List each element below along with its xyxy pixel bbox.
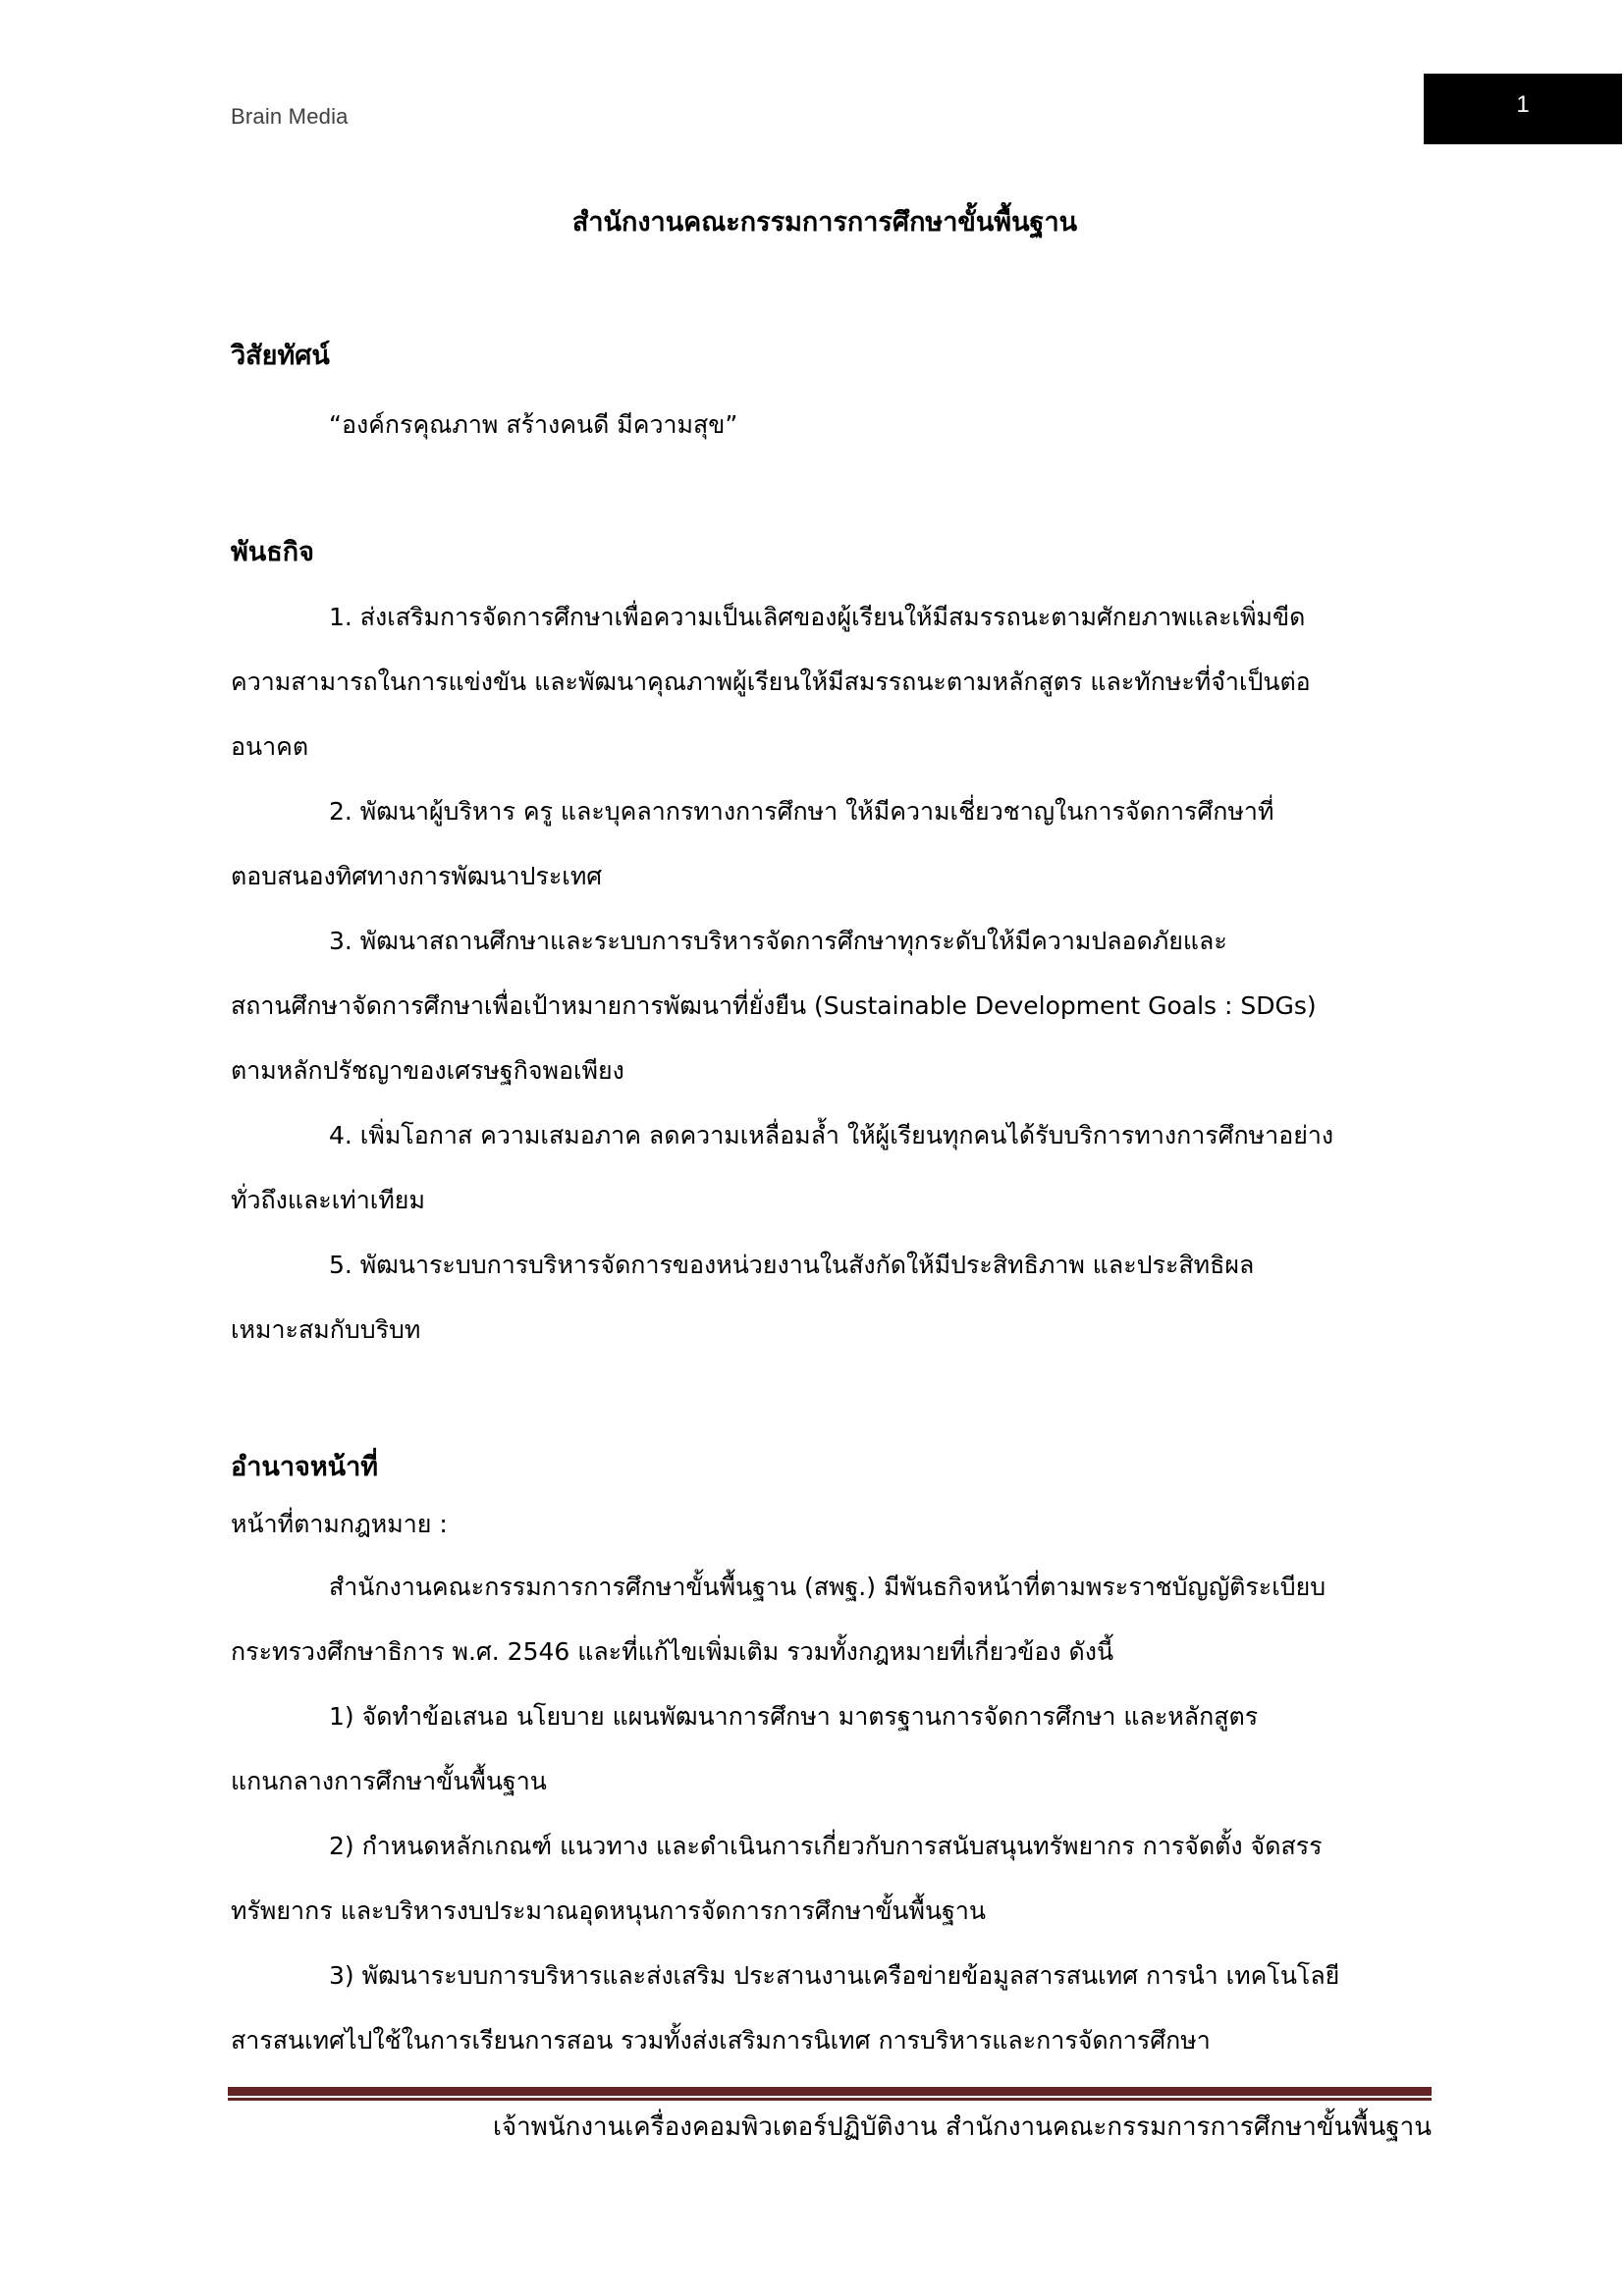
footer-text: เจ้าพนักงานเครื่องคอมพิวเตอร์ปฏิบัติงาน สำนักงานคณะกรรมการการศึกษาขั้นพื้นฐาน [492, 2112, 1432, 2142]
vision-text: “องค์กรคุณภาพ สร้างคนดี มีความสุข” [329, 410, 738, 439]
footer-rule-thick [228, 2087, 1432, 2096]
mission-heading: พันธกิจ [231, 537, 314, 567]
page-number-badge [1424, 74, 1622, 144]
duty-item-3-line-2: สารสนเทศไปใช้ในการเรียนการสอน รวมทั้งส่งเสริมการนิเทศ การบริหารและการจัดการศึกษา [231, 2026, 1211, 2055]
mission-item-1-line-1: 1. ส่งเสริมการจัดการศึกษาเพื่อความเป็นเลิศของผู้เรียนให้มีสมรรถนะตามศักยภาพและเพิ่มขีด [329, 603, 1306, 631]
mission-item-4-line-2: ทั่วถึงและเท่าเทียม [231, 1186, 425, 1214]
vision-heading: วิสัยทัศน์ [231, 341, 330, 371]
mission-item-5-line-2: เหมาะสมกับบริบท [231, 1315, 421, 1344]
mission-item-4-line-1: 4. เพิ่มโอกาส ความเสมอภาค ลดความเหลื่อมล้ำ ให้ผู้เรียนทุกคนได้รับบริการทางการศึกษาอย่าง [329, 1121, 1334, 1149]
duties-heading: อำนาจหน้าที่ [231, 1452, 379, 1482]
mission-item-3-line-1: 3. พัฒนาสถานศึกษาและระบบการบริหารจัดการศึกษาทุกระดับให้มีความปลอดภัยและ [329, 927, 1227, 955]
duty-item-3-line-1: 3) พัฒนาระบบการบริหารและส่งเสริม ประสานงานเครือข่ายข้อมูลสารสนเทศ การนำ เทคโนโลยี [329, 1961, 1340, 1990]
mission-item-3-line-2: สถานศึกษาจัดการศึกษาเพื่อเป้าหมายการพัฒนาที่ยั่งยืน (Sustainable Development Goals : SDGs) [231, 991, 1317, 1020]
document-title: สำนักงานคณะกรรมการการศึกษาขั้นพื้นฐาน [571, 207, 1078, 238]
mission-item-5-line-1: 5. พัฒนาระบบการบริหารจัดการของหน่วยงานในสังกัดให้มีประสิทธิภาพ และประสิทธิผล [329, 1251, 1255, 1279]
mission-item-3-line-3: ตามหลักปรัชญาของเศรษฐกิจพอเพียง [231, 1056, 624, 1085]
mission-item-1-line-2: ความสามารถในการแข่งขัน และพัฒนาคุณภาพผู้เรียนให้มีสมรรถนะตามหลักสูตร และทักษะที่จำเป็นต่อ [231, 667, 1311, 696]
mission-item-2-line-1: 2. พัฒนาผู้บริหาร ครู และบุคลากรทางการศึกษา ให้มีความเชี่ยวชาญในการจัดการศึกษาที่ [329, 797, 1274, 826]
mission-item-1-line-3: อนาคต [231, 732, 309, 761]
page-number: 1 [1516, 91, 1530, 118]
mission-item-2-line-2: ตอบสนองทิศทางการพัฒนาประเทศ [231, 862, 603, 890]
duty-item-1-line-2: แกนกลางการศึกษาขั้นพื้นฐาน [231, 1767, 547, 1795]
header-brand: Brain Media [231, 104, 349, 129]
footer-rule-thin [228, 2098, 1432, 2101]
duties-subheading: หน้าที่ตามกฎหมาย : [231, 1510, 448, 1538]
duty-item-1-line-1: 1) จัดทำข้อเสนอ นโยบาย แผนพัฒนาการศึกษา มาตรฐานการจัดการศึกษา และหลักสูตร [329, 1702, 1259, 1731]
duty-item-2-line-2: ทรัพยากร และบริหารงบประมาณอุดหนุนการจัดการการศึกษาขั้นพื้นฐาน [231, 1896, 986, 1925]
duties-intro-line-1: สำนักงานคณะกรรมการการศึกษาขั้นพื้นฐาน (สพฐ.) มีพันธกิจหน้าที่ตามพระราชบัญญัติระเบียบ [329, 1573, 1326, 1601]
duties-intro-line-2: กระทรวงศึกษาธิการ พ.ศ. 2546 และที่แก้ไขเพิ่มเติม รวมทั้งกฎหมายที่เกี่ยวข้อง ดังนี้ [231, 1637, 1114, 1666]
duty-item-2-line-1: 2) กำหนดหลักเกณฑ์ แนวทาง และดำเนินการเกี่ยวกับการสนับสนุนทรัพยากร การจัดตั้ง จัดสรร [329, 1832, 1323, 1860]
